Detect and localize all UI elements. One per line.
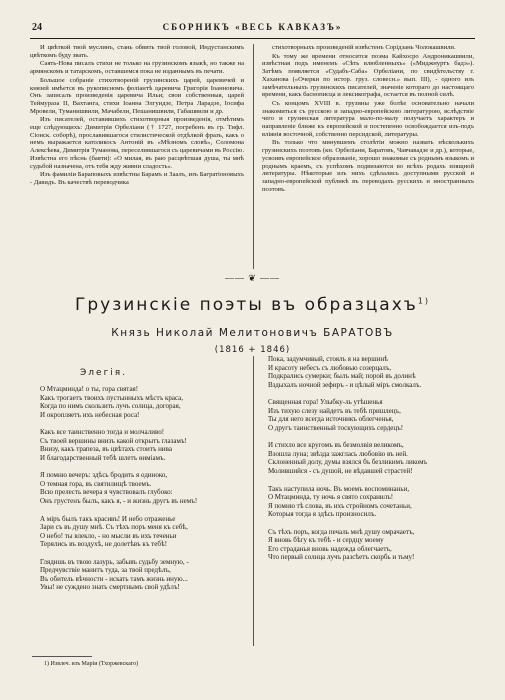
- stanza: [268, 441, 474, 475]
- poem-line: Склоненный долу, думы взялся бъ безликимъ ликомъ: [268, 458, 428, 467]
- poem-line: Ты для него всегда источникъ облегченья,: [268, 415, 394, 424]
- poem-line: Пока, задумчивый, стоялъ я на вершинѣ: [268, 355, 388, 363]
- footnote-rule: [32, 656, 92, 657]
- section-ornament: —— ❦ ——: [224, 273, 281, 283]
- poem-line: Когда по нимъ скользить лучъ солнца, догорая,: [40, 402, 181, 411]
- poem-line: О небо! ты влекло, - но мысли въ ихъ теченьи: [40, 531, 177, 540]
- article-title: [0, 295, 505, 315]
- paragraph: Изъ фамиліи Бараповыхъ извѣстны Барамъ и Заалъ, изъ Багратіоновыхъ - Давидъ. Въ качествѣ переводчика: [30, 171, 244, 186]
- poem-right-column: [268, 355, 474, 571]
- title-footnote-marker: 1): [417, 296, 431, 306]
- poem-line: О Мтацминда, ту ночь я свято сохранилъ!: [268, 493, 394, 502]
- author-dates: (1816 + 1846): [214, 345, 291, 355]
- poem-line: Изъ тихую слезу найдетъ въ тебѣ пришлецъ,: [268, 406, 401, 415]
- poem-line: Терялись въ воздухѣ, не долетѣвъ къ тебѣ!: [40, 540, 168, 549]
- page-number: 24: [32, 22, 42, 33]
- stanza: [40, 471, 246, 505]
- poem-line: О Мтацминда! о ты, гора святая!: [40, 385, 139, 393]
- paragraph: Большое собраніе стихотвореній грузинскихъ царей, царевичей и князей имѣется въ рукописномъ фоліантѣ царевича Григорія Іоанновича. Онъ записалъ произведенія царевича Ильи; свои собственныя, царей Теймураза II, Вахтанга, стихи Іоанна Элгуидзе, Петра Ларадзе, Іосифа Мровели, Туманишвили, Мачабели, Пешанишвили, Габашвили и др.: [30, 76, 244, 115]
- poem-left-column: [40, 385, 246, 601]
- poem-line: А міръ былъ такъ красивъ! И небо отраженье: [40, 514, 176, 523]
- poem-line: Я помню вечеръ: здѣсь бродить я одиноко,: [40, 471, 168, 480]
- poem-line: Такъ наступила ночь. Въ моемъ воспоминаньи,: [268, 484, 410, 493]
- page-header: [30, 22, 475, 36]
- poem-line: Съ твоей вершины внизъ какой открытъ глазамъ!: [40, 436, 187, 445]
- poem-line: Молившийся - съ душой, не вѣдавшей страстей!: [268, 467, 413, 476]
- poem-column-divider: [253, 356, 254, 646]
- poem-line: Всю прелесть вечера я чувствовалъ глубоко:: [40, 488, 173, 497]
- poem-line: О другъ таинственный тоскующихъ сердецъ!: [268, 423, 404, 432]
- poem-line: Онъ грустенъ былъ, какъ я, - и жизнь другъ въ немъ!: [40, 497, 198, 506]
- poem-line: Съ тѣхъ поръ, когда печаль мнѣ душу омрачаетъ,: [268, 527, 415, 536]
- poem-line: И стихло все кругомъ въ безмолвія великомъ,: [268, 441, 404, 450]
- poem-line: Внизу, какъ трапеза, въ цвѣтахъ стоитъ нива: [40, 445, 172, 454]
- poem-line: Я помню тѣ слова, въ ихъ стройномъ сочетаньи,: [268, 501, 412, 510]
- stanza: [268, 485, 474, 519]
- journal-title: СБОРНИКЪ «ВЕСЬ КАВКАЗЪ»: [162, 22, 343, 32]
- article-title-text: Грузинскіе поэты въ образцахъ: [74, 295, 418, 315]
- footnote: 1) Извлеч. изъ Маріи (Тхоржевскаго): [44, 661, 139, 667]
- poem-line: Священная гора! Улыбку-ль утѣшенья: [268, 398, 383, 407]
- poem-line: Въ обитель вѣчности - искать тамъ жизнь иную...: [40, 574, 188, 583]
- stanza: [40, 428, 246, 462]
- poem-line: И красоту небесъ съ любовью созерцалъ,: [268, 363, 392, 372]
- stanza: [40, 385, 246, 419]
- header-rule: [30, 38, 475, 39]
- poem-line: О темная гора, въ святилищѣ твоемъ.: [40, 479, 152, 488]
- poem-title: Элегія.: [80, 368, 128, 378]
- paragraph: И цвѣткой твой муслинъ, стань обвить твой головой, Индустанскимъ цвѣткомъ буду звать.: [30, 44, 244, 59]
- right-column: [262, 44, 474, 194]
- poem-line: Взошла луна; звѣзда зажглась любовію въ ней.: [268, 449, 408, 458]
- poem-line: Его страданья вновь надежда облегчаетъ,: [268, 544, 392, 553]
- paragraph: стихотворныхъ произведеній извѣстенъ Сорідзань Чолокашвили.: [272, 44, 456, 51]
- stanza: [268, 528, 474, 562]
- poem-line: И благодарственный тебѣ шлетъ ѳиміамъ.: [40, 453, 166, 462]
- poem-line: Зари съ въ душу мнѣ. Съ тѣхъ поръ меня къ себѣ,: [40, 523, 188, 532]
- poem-line: Вздыхалъ ночной зефиръ - и цѣлый міръ смолкалъ.: [268, 380, 422, 389]
- poem-line: Что первый солнца лучъ разсѣетъ скорбь и тьму!: [268, 553, 415, 562]
- poem-line: Какъ трогаетъ твоихъ пустынныхъ мѣстъ краса,: [40, 393, 184, 402]
- poem-line: Глядишь въ твою лазурь, забывъ судьбу земную, -: [40, 557, 189, 566]
- column-divider: [253, 44, 254, 269]
- stanza: [40, 515, 246, 549]
- stanza: [268, 398, 474, 432]
- poem-line: Которыя тогда я здѣсь произносилъ.: [268, 510, 377, 519]
- poem-line: Я вновь бѣгу къ тебѣ - и сердцу моему: [268, 536, 384, 545]
- stanza: [40, 558, 246, 592]
- paragraph: Къ тому же времени относится поэма Кайхосро Андроникашвили, извѣстная подъ именемъ «Сѣть влюбленныхъ» («Миджнуртъ бадэ»). Затѣмъ появляется «Судабъ-Саба» Орбеліани, по свидѣтельству г. Хаханова («Очерки по истор. груз. словесн.» вып. III), - одного изъ замѣчательныхъ грузинскихъ писателей, значеніе котораго до настоящаго времени, какъ баснописца и лексикографа, остается въ полной силѣ.: [262, 52, 474, 99]
- paragraph: Саять-Нова писалъ стихи не только на грузинскомъ языкѣ, но также на армянскомъ и татарскомъ, оставшемся пока не изданнымъ въ печати.: [30, 60, 244, 76]
- paragraph: Въ только что минувшемъ столѣтіи можно назвать нѣсколькихъ грузинскихъ поэтовъ (кн. Орбеліани, Баратовъ, Чавчавадзе и др.), которые, усвоивъ европейское образованіе, хорошо знакомые съ роднымъ языкомъ и роднымъ краемъ, съ успѣхомъ подвизаются во всѣхъ родахъ изящной литературы. Нѣкоторые изъ нихъ сдѣлались доступными русской и западно-европейской публикѣ въ переводахъ русскихъ и иностранныхъ поэтовъ.: [262, 139, 474, 193]
- poem-line: Подкрались сумерки; былъ май; порой въ долинѣ: [268, 372, 416, 381]
- poem-line: Какъ все таинственно тогда и молчаливо!: [40, 428, 165, 437]
- poem-line: И окропляетъ ихъ небесная роса!: [40, 410, 140, 419]
- author-name: Князь Николай Мелитоновичъ БАРАТОВЪ: [111, 327, 394, 339]
- poem-line: Предчувствіе манитъ туда, за твой предѣлъ,: [40, 566, 171, 575]
- poem-line: Увы! не суждено знать смертнымъ свой удѣлъ!: [40, 583, 180, 592]
- paragraph: Изъ писателей, оставившихъ стихотворныя произведенія, отмѣтимъ еще слѣдующихъ: Димитрія Орбеліани († 1727, погребенъ въ гр. Тифл. Сіонск. соборѣ), прославившагося стилистической отдѣлкой фразъ, какъ о немъ выражается католикосъ Антоній въ «Мѣзномъ словѣ», Соломона Алексѣева, Димитрія Туманова, переселившагося съ царевичами въ Россію. Извѣстна его пѣснь (баяти): «О милая, въ рaю расцвѣтшая душа, ты мнѣ судьбой назначена, отъ тебя жду живни сладость».: [30, 116, 244, 170]
- left-column: [30, 44, 244, 188]
- stanza: [268, 355, 474, 389]
- paragraph: Съ концомъ XVIII в. грузины уже болѣе основательно начали знакомиться съ русскою и западно-европейскою литературою, вслѣдствіе чего и грузинская литература мало-по-малу получаетъ характеръ и направленіе ближе къ европейской и постепенно освобождается изъ-подъ вліянія восточной, собственно персидской, литературы.: [262, 99, 474, 138]
